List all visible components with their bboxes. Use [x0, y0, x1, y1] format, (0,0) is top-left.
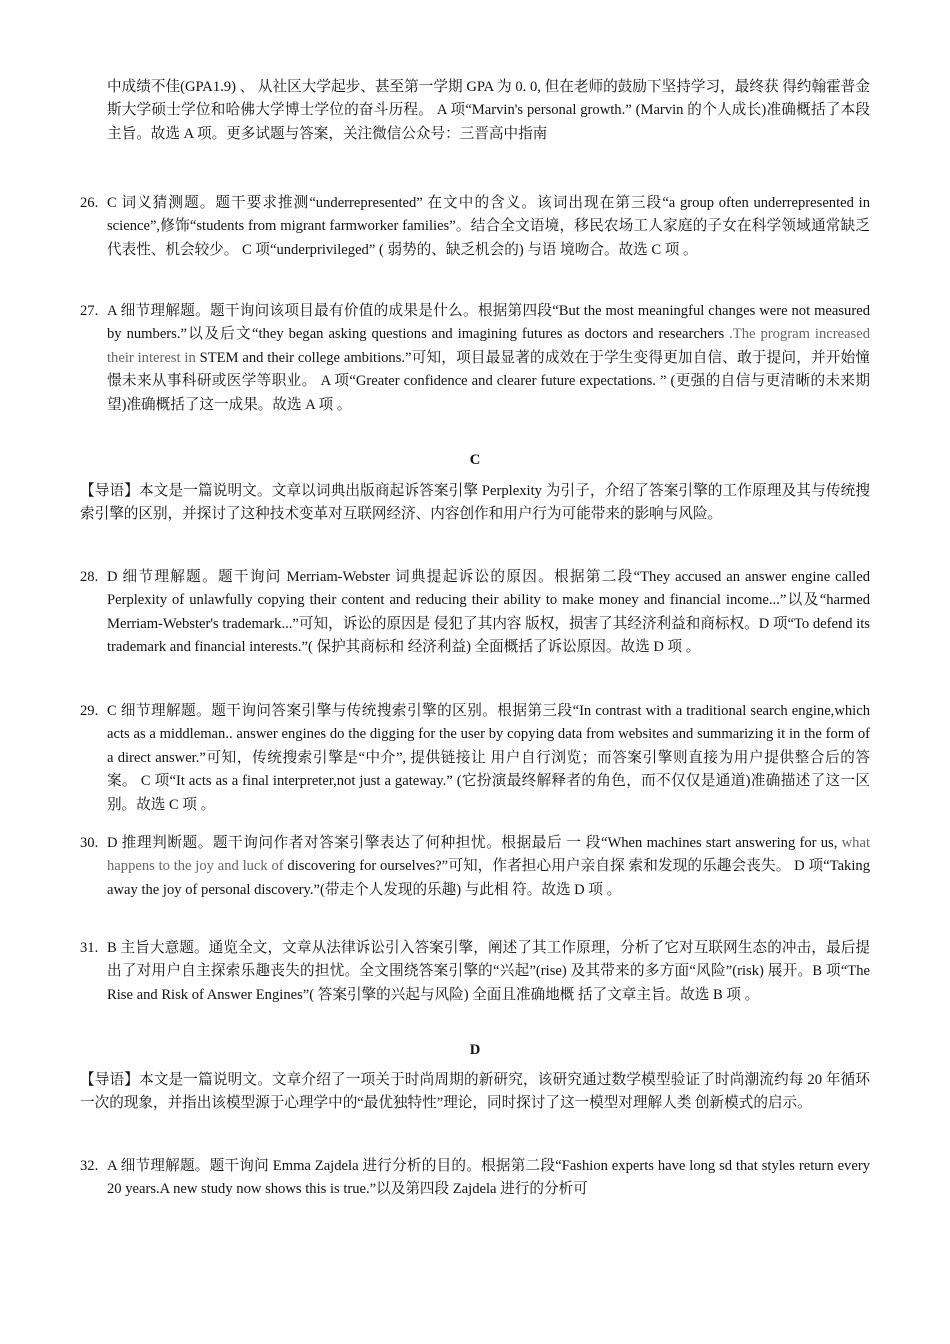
explanation-text: A 细节理解题。题干询问该项目最有价值的成果是什么。根据第四段“But the most meaningful changes were not measured by numbers.”以及后文“they began asking questions and imagining futures as doctors and researchers [107, 303, 870, 343]
intro-text: 本文是一篇说明文。文章介绍了一项关于时尚周期的新研究，该研究通过数学模型验证了时尚潮流约每 20 年循环一次的现象，并指出该模型源于心理学中的“最优独特性”理论，同时探讨了这一模型对理解人类 创新模式的启示。 [80, 1072, 870, 1112]
answer-explanation [107, 300, 870, 417]
explanation-text: discovering for ourselves?”可知，作者担心用户亲自探 索和发现的乐趣会丧失。 D 项“Taking away the joy of personal discovery.”(带走个人发现的乐趣) 与此相 符。故选 D 项 。 [107, 858, 870, 898]
section-label-d: D [469, 1042, 481, 1058]
section-label-c: C [469, 452, 481, 468]
intro-label: 【导语】 [80, 483, 139, 499]
question-29 [80, 700, 870, 817]
question-number: 29. [80, 703, 99, 719]
paragraph-top [80, 76, 870, 146]
intro-text: 本文是一篇说明文。文章以词典出版商起诉答案引擎 Perplexity 为引子，介绍了答案引擎的工作原理及其与传统搜索引擎的区别，并探讨了这种技术变革对互联网经济、内容创作和用户行为可能带来的影响与风险。 [80, 483, 870, 523]
question-number: 30. [80, 835, 99, 851]
intro-c [80, 480, 870, 527]
answer-explanation: B 主旨大意题。通览全文，文章从法律诉讼引入答案引擎，阐述了其工作原理，分析了它对互联网生态的冲击，最后提出了对用户自主探索乐趣丧失的担忧。全文围绕答案引擎的“兴起”(rise) 及其带来的多方面“风险”(risk) 展开。B 项“The Rise and Risk of Answer Engines”( 答案引擎的兴起与风险) 全面且准确地概 括了文章主旨。故选 B 项 。 [107, 940, 870, 1003]
question-number: 26. [80, 195, 99, 211]
question-32 [80, 1155, 870, 1202]
highlighted-quote: what happens to the joy and luck of [107, 835, 870, 875]
answer-explanation: C 细节理解题。题干询问答案引擎与传统搜索引擎的区别。根据第三段“In contrast with a traditional search engine,which acts as a middleman.. answer engines do the digging for the user by copying data from websites and summarizing it in the form of a direct answer.”可知，传统搜索引擎是“中介”, 提供链接让 用户自行浏览；而答案引擎则直接为用户提供整合后的答案。 C 项“It acts as a final interpreter,not just a gateway.” (它扮演最终解释者的角色，而不仅仅是通道)准确描述了这一区别。故选 C 项 。 [107, 703, 870, 813]
highlighted-quote: .The program increased their interest in [107, 326, 871, 366]
intro-d [80, 1069, 870, 1116]
question-28 [80, 566, 870, 660]
answer-explanation: D 细节理解题。题干询问 Merriam-Webster 词典提起诉讼的原因。根据第二段“They accused an answer engine called Perplexity of unlawfully copying their content and reducing their ability to make money and financial income...”以及“harmed Merriam-Webster's trademark...”可知，诉讼的原因是 侵犯了其内容 版权，损害了其经济利益和商标权。D 项“To defend its trademark and financial interests.”( 保护其商标和 经济利益) 全面概括了诉讼原因。故选 D 项 。 [107, 569, 870, 656]
question-number: 27. [80, 303, 99, 319]
question-number: 32. [80, 1158, 99, 1174]
question-26 [80, 192, 870, 262]
question-27 [80, 300, 870, 417]
paragraph-top-text: 中成绩不佳(GPA1.9) 、 从社区大学起步、甚至第一学期 GPA 为 0. 0, 但在老师的鼓励下坚持学习，最终获 得约翰霍普金斯大学硕士学位和哈佛大学博士学位的奋斗历程。 A 项“Marvin's personal growth.” (Marvin 的个人成长)准确概括了本段主旨。故选 A 项。更多试题与答案，关注微信公众号：三晋高中指南 [107, 79, 870, 142]
question-number: 31. [80, 940, 99, 956]
question-30 [80, 832, 870, 902]
question-number: 28. [80, 569, 99, 585]
explanation-text: STEM and their college ambitions.”可知，项目最显著的成效在于学生变得更加自信、敢于提问，并开始憧憬未来从事科研或医学等职业。 A 项“Greater confidence and clearer future expectations. ” (更强的自信与更清晰的未来期望)准确概括了这一成果。故选 A 项 。 [107, 349, 870, 413]
question-31 [80, 937, 870, 1007]
answer-explanation: C 词义猜测题。题干要求推测“underrepresented” 在文中的含义。该词出现在第三段“a group often underrepresented in science”,修饰“students from migrant farmworker families”。结合全文语境，移民农场工人家庭的子女在科学领域通常缺乏代表性、机会较少。 C 项“underprivileged” ( 弱势的、缺乏机会的) 与语 境吻合。故选 C 项 。 [107, 195, 870, 258]
explanation-text: D 推理判断题。题干询问作者对答案引擎表达了何种担忧。根据最后 一 段“When machines start answering for us, [107, 835, 842, 851]
answer-explanation: A 细节理解题。题干询问 Emma Zajdela 进行分析的目的。根据第二段“Fashion experts have long sd that styles return every 20 years.A new study now shows this is true.”以及第四段 Zajdela 进行的分析可 [107, 1158, 870, 1198]
intro-label: 【导语】 [80, 1072, 140, 1088]
answer-explanation [107, 832, 870, 902]
